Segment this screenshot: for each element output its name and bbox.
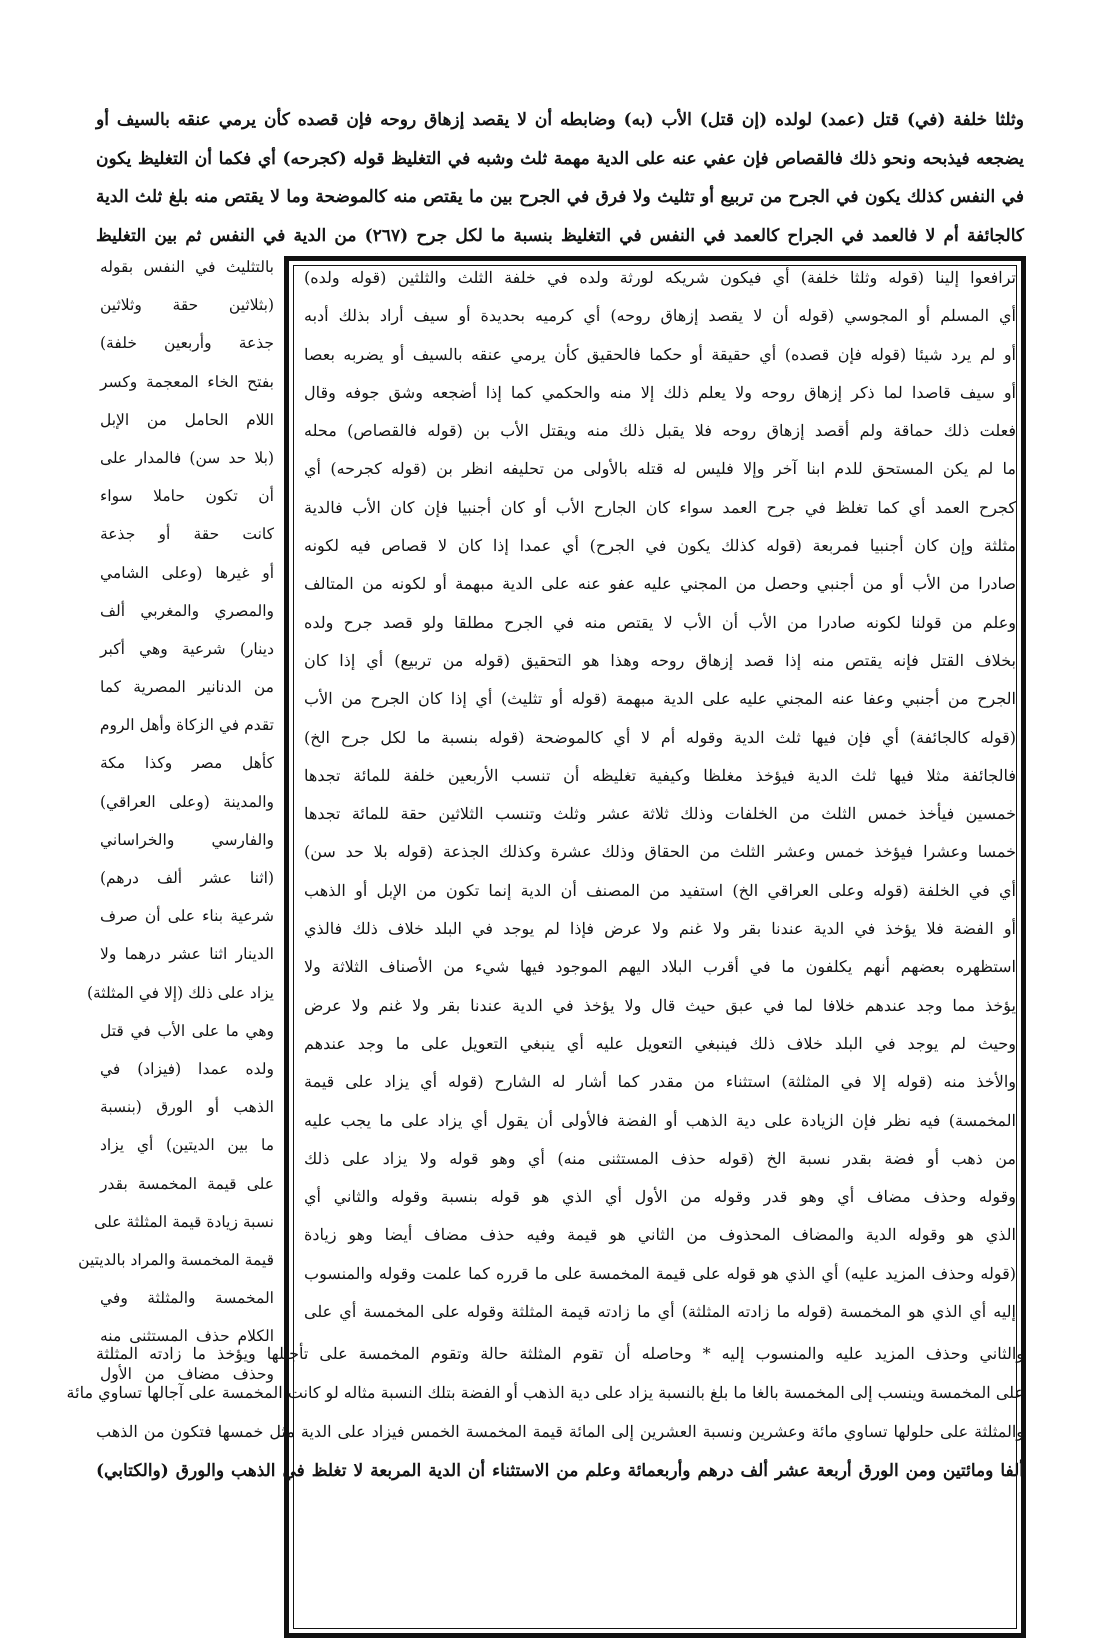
margin-line: كانت حقة أو جذعة [100,525,274,544]
margin-line: دينار) شرعية وهي أكبر [100,639,274,658]
margin-line: ولده عمدا (فيزاد) في [100,1059,274,1078]
text-line: على المخمسة وينسب إلى المخمسة بالغا ما بلغ بالنسبة يزاد على دية الذهب أو الفضة بتلك النسبة مثاله لو كانت المخمسة على آجالها تساوي مائة [66,1383,1024,1402]
margin-line: والفارسي والخراساني [100,830,274,849]
commentary-line: بخلاف القتل فإنه يقتص منه إذا قصد إزهاق روحه وهذا هو التحقيق (قوله من تربيع) أي إذا كان [304,650,1017,670]
main-text-top [96,112,1024,266]
commentary-line: أو سيف قاصدا لما ذكر إزهاق روحه ولا يعلم ذلك إلا منه والحكمي كما إذا أضجعه وشق جوفه وقال [304,382,1016,402]
commentary-line: وعلم من قولنا لكونه صادرا من الأب أن الأب لا يقتص منه في الجرح مطلقا ولو قصد جرح ولده [304,612,1016,632]
margin-line: يزاد على ذلك (إلا في المثلثة) [86,983,274,1002]
margin-line: بفتح الخاء المعجمة وكسر [100,372,274,391]
margin-line: أو غيرها (وعلى الشامي [100,563,274,582]
commentary-line: من ذهب أو فضة بقدر نسبة الخ (قوله حذف المستثنى منه) أي وهو قوله ولا يزاد على ذلك [304,1148,1016,1168]
commentary-text [304,270,1016,1342]
commentary-line: ما لم يكن المستحق للدم ابنا آخر وإلا فليس له قتله بالأولى من تحليفه انظر بن (قوله كجرحه) أي [304,459,1017,479]
commentary-line: مثلثة وإن كان أجنبيا فمربعة (قوله كذلك يكون في الجرح) أي عمدا إذا كان لا قصاص فيه لكونه [304,536,1016,556]
commentary-line: إليه أي الذي هو المخمسة (قوله ما زادته المثلثة) أي ما زادته قيمة المثلثة وقوله على المخمسة أي على [304,1302,1016,1322]
margin-column-text [78,258,274,1406]
text-line: والمثلثة على حلولها تساوي مائة وعشرين ونسبة العشرين إلى المائة قيمة المخمسة الخمس فيزاد على الدية مثل خمسها فتكون من الذهب [96,1422,1025,1441]
commentary-line: أي المسلم أو المجوسي (قوله أن لا يقصد إزهاق روحه) أي كرميه بحديدة أو سيف أراد بذلك أدبه [304,306,1016,326]
text-line: يضجعه فيذبحه ونحو ذلك فالقصاص فإن عفي عنه على الدية مهمة ثلث وشبه في التغليظ قوله (كجرحه) أي فكما أن التغليظ يكون [96,148,1024,169]
margin-line: والمصري والمغربي ألف [100,601,274,620]
text-line: في النفس كذلك يكون في الجرح من تربيع أو تثليث ولا فرق في الجرح بين ما يقتص منه كالموضحة وما لا يقتص منه بلغ ثلث الدية [96,187,1024,207]
margin-line: بالتثليث في النفس بقوله [100,258,274,276]
commentary-line: فالجائفة مثلا فيها ثلث الدية فيؤخذ مغلظا وكيفية تغليظه أن تنسب الأربعين خلفة للمائة تجدها [304,765,1016,785]
text-line: والثاني وحذف المزيد عليه والمنسوب إليه * وحاصله أن تقوم المثلثة حالة وتقوم المخمسة على تأجيلها ويؤخذ ما زادته المثلثة [96,1344,1024,1363]
commentary-line: المخمسة) فيه نظر فإن الزيادة على دية الذهب أو الفضة فالأولى أن يقول أي يزاد على ما يجب عليه [304,1110,1016,1130]
margin-line: تقدم في الزكاة وأهل الروم [99,716,274,735]
text-line: كالجائفة أم لا فالعمد في الجراح كالعمد في النفس في التغليظ بنسبة ما لكل جرح (٢٦٧) من الدية في النفس ثم بين التغليظ [96,225,1024,246]
margin-line: جذعة وأربعين خلفة) [100,334,274,353]
margin-line: (بلا حد سن) فالمدار على [100,448,274,467]
commentary-line: صادرا من الأب أو من أجنبي وحصل من المجني عليه عفو عنه على الدية مبهمة أو لكونه من المتالف [304,574,1016,594]
commentary-line: (قوله كالجائفة) أي فإن فيها ثلث الدية وقوله أم لا أي كالموضحة (قوله بنسبة ما لكل جرح الخ) [304,727,1016,747]
commentary-line: ترافعوا إلينا (قوله وثلثا خلفة) أي فيكون شريكه لورثة ولده في خلفة الثلث والثلثين (قوله ولده) [304,268,1016,287]
margin-line: (اثنا عشر ألف درهم) [100,869,274,887]
commentary-line: وقوله وحذف مضاف أي وهو قدر وقوله من الأول أي الذي هو قوله بنسبة وقوله والثاني أي [304,1187,1016,1207]
commentary-line: خمسا وعشرا فيؤخذ خمس وعشر الثلث من الحقاق وذلك عشرة وكذلك الجذعة (قوله بلا حد سن) [304,842,1016,862]
margin-line: وهي ما على الأب في قتل [100,1021,274,1040]
margin-line: والمدينة (وعلى العراقي) [100,792,274,811]
commentary-line: الجرح من أجنبي وعفا عنه المجني عليه على الدية مبهمة (قوله أو تثليث) أي إذا كان الجرح من الأب [304,689,1016,709]
commentary-line: فعلت ذلك حماقة ولم أقصد إزهاق روحه فلا يقبل ذلك منه ويقتل الأب بن (قوله فالقصاص) محله [304,421,1016,441]
margin-line: (بثلاثين حقة وثلاثين [100,296,274,315]
margin-line: الذهب أو الورق (بنسبة [100,1098,274,1117]
text-line: ألفا ومائتين ومن الورق أربعة عشر ألف درهم وأربعمائة وعلم من الاستثناء أن الدية المربعة لا تغلظ في الذهب والورق (والكتابي) [96,1461,1024,1481]
margin-line: المخمسة والمثلثة وفي [100,1289,274,1308]
commentary-line: والأخذ منه (قوله إلا في المثلثة) استثناء من مقدر كما أشار له الشارح (قوله أي يزاد على قيمة [304,1072,1016,1092]
margin-line: ما بين الديتين) أي يزاد [100,1136,274,1155]
commentary-line: أو الفضة فلا يؤخذ في الدية عندنا بقر ولا غنم ولا عرض فإذا لم يوجد في البلد خلاف ذلك فالذي [304,919,1016,939]
margin-line: على قيمة المخمسة بقدر [100,1174,274,1193]
margin-line: الكلام حذف المستثنى منه [100,1327,274,1346]
commentary-line: الذي هو وقوله الدية والمضاف المحذوف من الثاني هو قيمة وفيه حذف مضاف أيضا وهو زيادة [304,1225,1016,1245]
text-line: وثلثا خلفة (في) قتل (عمد) لولده (إن قتل) الأب (به) وضابطه أن لا يقصد إزهاق روحه فإن قصده كأن يرمي عنقه بالسيف أو [96,110,1024,130]
commentary-line: أو لم يرد شيئا (قوله فإن قصده) أي حقيقة أو حكما فالحقيق كأن يرمي عنقه بالسيف أو يضربه بعصا [304,344,1016,364]
commentary-line: (قوله وحذف المزيد عليه) أي الذي هو قوله على قيمة المخمسة على ما قرره كما علمت وقوله والمنسوب [304,1263,1016,1283]
margin-line: شرعية بناء على أن صرف [100,907,274,926]
margin-line: من الدنانير المصرية كما [100,678,274,697]
margin-line: أن تكون حاملا سواء [100,487,274,506]
commentary-line: استظهره بعضهم أنهم يكلفون ما في أقرب البلاد اليهم الموجود فيها شيء من الأصناف الثلاثة ولا [304,957,1016,977]
margin-line: قيمة المخمسة والمراد بالديتين [78,1250,274,1269]
commentary-line: يؤخذ مما وجد عندهم خلافا لما في عبق حيث قال ولا يؤخذ في الدية عندنا بقر ولا غنم ولا عرض [304,995,1016,1015]
commentary-line: وحيث لم يوجد في البلد خلاف ذلك فينبغي التعويل عليه أي ينبغي التعويل على ما وجد عندهم [304,1033,1016,1053]
margin-line: وحذف مضاف من الأول [100,1365,274,1384]
margin-line: الدينار اثنا عشر درهما ولا [100,945,274,964]
commentary-line: خمسين فيأخذ خمس الثلث من الخلفات وذلك ثلاثة عشر وثلث وتنسب الثلاثين حقة للمائة تجدها [304,804,1016,824]
commentary-line: كجرح العمد أي كما تغلظ في جرح العمد سواء كان الجارح الأب أو كان أجنبيا فإن كان الأب فالدية [304,497,1016,517]
margin-line: كأهل مصر وكذا مكة [100,754,274,773]
margin-line: نسبة زيادة قيمة المثلثة على [94,1212,274,1231]
main-text-bottom [66,1344,1025,1502]
commentary-line: أي في الخلفة (قوله وعلى العراقي الخ) استفيد من المصنف أن الدية إنما تكون من الإبل أو الذهب [304,880,1016,900]
margin-line: اللام الحامل من الإبل [100,410,274,429]
